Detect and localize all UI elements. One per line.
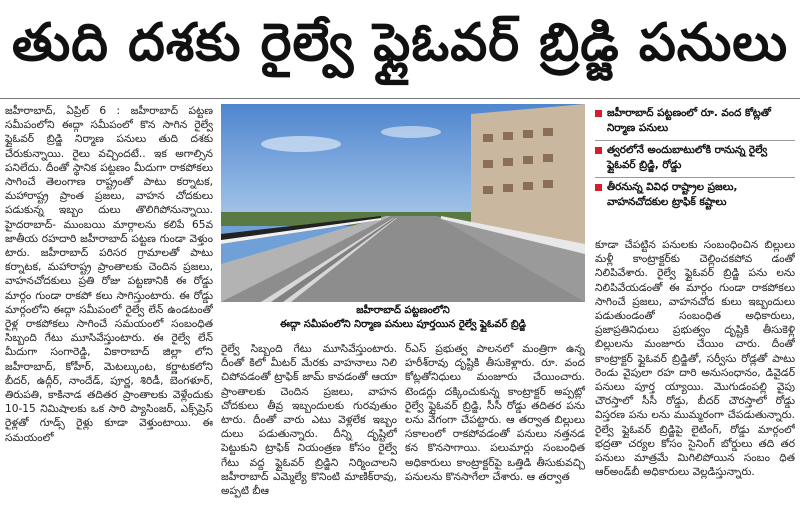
bridge-photo-image: [221, 104, 585, 302]
headline-divider: [0, 98, 800, 99]
article-headline: తుది దశకు రైల్వే ఫ్లైఓవర్ బ్రిడ్జి పనులు: [11, 12, 789, 73]
article-text-col3: ర్ఎస్ ప్రభుత్వ పాలనలో మంత్రిగా ఉన్న హరీశ్‌రావు దృష్టికి తీసుకెళ్లారు. రూ. వంద కోట్లతోనిధులు మంజూరు చేయించారు. టెండర్లు దక్కించుకున్న కాంట్రాక్టర్ అప్పట్లో రైల్వే ఫ్లైఓవర్ బ్రిడ్జి, సీసీ రోడ్డు తదితర పను లను వేగంగా చేపట్టారు. ఆ తర్వాత బిల్లులు సకాలంలో రాకపోవడంతో పనులు నత్తనడ కన కొనసాగాయి. పలుమార్లు సంబంధిత అధికారులు కాంట్రాక్టర్‌పై ఒత్తిడి తీసుకువచ్చి పనులను కొనసాగేలా చేశారు. ఆ తర్వాత: [405, 343, 585, 483]
highlight-item: [595, 104, 795, 141]
highlight-text: జహీరాబాద్ పట్టణంలో రూ. వంద కోట్లతో నిర్మాణ పనులు: [607, 107, 771, 134]
article-column-4: [595, 238, 795, 524]
bridge-photo: [221, 104, 585, 302]
bullet-icon: [595, 110, 602, 117]
article-column-1: [5, 104, 213, 524]
highlight-text: తీరనున్న వివిధ రాష్ట్రాల ప్రజలు, వాహనచోదకుల ట్రాఫిక్ కష్టాలు: [607, 181, 738, 208]
photo-caption: [221, 304, 585, 338]
article-column-2: [221, 342, 397, 524]
article-text-col1: జహీరాబాద్, ఏప్రిల్ 6 : జహీరాబాద్ పట్టణ సమీపంలోని ఈద్గా సమీపంలో కొన సాగిన రైల్వే ఫ్లైఓవర్ బ్రిడ్జి నిర్మాణ పనులు తుది దశకు చేరుకున్నాయి. రైలు వచ్చిందటే.. ఇక అగాల్సిన పనిలేదు. దీంతో స్థానిక పట్టణం మీదుగా రాకపోకలు సాగించే తెలంగాణ రాష్ట్రంతో పాటు కర్నాటక, మహారాష్ట్ర ప్రాంత ప్రజలు, వాహన చోదకులు పడుకున్న ఇబ్బం దులు తొలిగిపోనున్నాయి. హైదరాబాద్- ముంబయి మార్గాలను కలిపే 65వ జాతీయ రహదారి జహీరాబాద్ పట్టణ గుండా వెళ్తుం టారు. జహీరాబాద్ పరిసర గ్రామాలతో పాటు కర్నాటక, మహారాష్ట్ర ప్రాంతాలకు చెందిన ప్రజలు, వాహనచోదకులు ప్రతి రోజు పట్టణానికి ఈ రోడ్డు మార్గం గుండా రాకపో కలు సాగిస్తుంటారు. ఈ రోడ్డు మార్గంలోని ఈద్గా సమీపంలో రైల్వే లేన్ ఉండటంతో రైళ్ల రాకపోకలు సాగించే సమయంలో సంబంధిత సిబ్బంది గేటు మూసివేస్తుంటారు. ఈ రైల్వే లేన్ మీదుగా సంగారెడ్డి, వికారాబాద్ జిల్లా లోని జహీరాబాద్, కోహీర్, మెటల్కుంట, కర్ణాటకలోని బీదర్, ఉద్గీర్, నాందేడ్, పూర్ణ, శిరిడీ, బెంగళూర్, తిరుపతి, కాకినాడ తదితర ప్రాంతాలకు వెళ్లేందుకు 10-15 నిమిషాలకు ఒక సారి ప్యాసింజర్, ఎక్స్‌ప్రెస్ రైళ్లతో గూడ్స్ రైళ్లు కూడా వెళ్తుంటాయి. ఈ సమయంలో: [5, 105, 213, 444]
bullet-icon: [595, 147, 602, 154]
caption-line-1: జహీరాబాద్ పట్టణంలోని: [356, 305, 450, 316]
highlight-text: త్వరలోనే అందుబాటులోకి రానున్న రైల్వే ఫ్లైఓవర్ బ్రిడ్జి, రోడ్డు: [607, 144, 768, 171]
highlight-item: [595, 178, 795, 214]
highlights-box: [595, 104, 795, 214]
highlight-item: [595, 141, 795, 178]
caption-line-2: ఈద్గా సమీపంలోని నిర్మాణ పనులు పూర్తయిన రైల్వే ఫ్లైఓవర్ బ్రిడ్జి: [280, 319, 526, 330]
bullet-icon: [595, 184, 602, 191]
article-text-col2: రైల్వే సిబ్బంది గేటు మూసివేస్తుంటారు. దీంతో కిలో మీటర్ మేరకు వాహనాలు నిలి చిపోవడంతో ట్రాఫిక్ జామ్ కావడంతో ఆయా ప్రాంతాలకు చెందిన ప్రజలు, వాహన చోదకులు తీవ్ర ఇబ్బందులకు గురవుతుం టారు. దీంతో వారు ఎటు వెళ్లలేక ఇబ్బం దులు పడుతున్నారు. దీన్ని దృష్టిలో పెట్టుకుని ట్రాఫిక్ నియంత్రణ కోసం రైల్వే గేటు వద్ద ఫ్లైఓవర్ బ్రిడ్జిని నిర్మించాలని జహీరాబాద్ ఎమ్మెల్యే కొనింటి మాణిక్‌రావు, అప్పటి బీఆ: [221, 343, 397, 498]
article-column-3: [405, 342, 585, 524]
article-text-col4: కూడా చేపట్టిన పనులకు సంబంధించిన బిల్లులు మళ్లీ కాంట్రాక్టర్‌కు చెల్లించకపోవ డంతో నిలిపివేశారు. రైల్వే ఫ్లైఓవర్ బ్రిడ్జి పను లను నిలిపివేయడంతో ఈ మార్గం గుండా రాకపోకలు సాగించే ప్రజలు, వాహనచోద కులు ఇబ్బందులు పడుతుండంతో సంబంధిత అధికారులు, ప్రజాప్రతినిధులు ప్రభుత్వం దృష్టికి తీసుకెళ్లి బిల్లులను మంజూరు చేయిం చారు. దీంతో కాంట్రాక్టర్ ఫ్లైఓవర్ బ్రిడ్జితో, సర్వీసు రోడ్లతో పాటు రెండు వైపులా రహ దారి అనుసంధానం, డివైడర్ పనులు పూర్త య్యాయి. మొగుడంపల్లి వైపు చౌరస్తాలో సీసీ రోడ్డు, బీదర్ చౌరస్తాలో రోడ్డు విస్తరణ పను లను ముమ్మరంగా చేపడుతున్నారు. రైల్వే ఫ్లైఓవర్ బ్రిడ్జిపై లైటింగ్, రోడ్డు మార్గంలో భద్రతా చర్యల కోసం సైనింగ్ బోర్డులు తది తర పనులు మాత్రమే మిగిలిపోయిన సంబం ధిత ఆర్‌అండ్‌బీ అధికారులు వెల్లడిస్తున్నారు.: [595, 239, 795, 479]
